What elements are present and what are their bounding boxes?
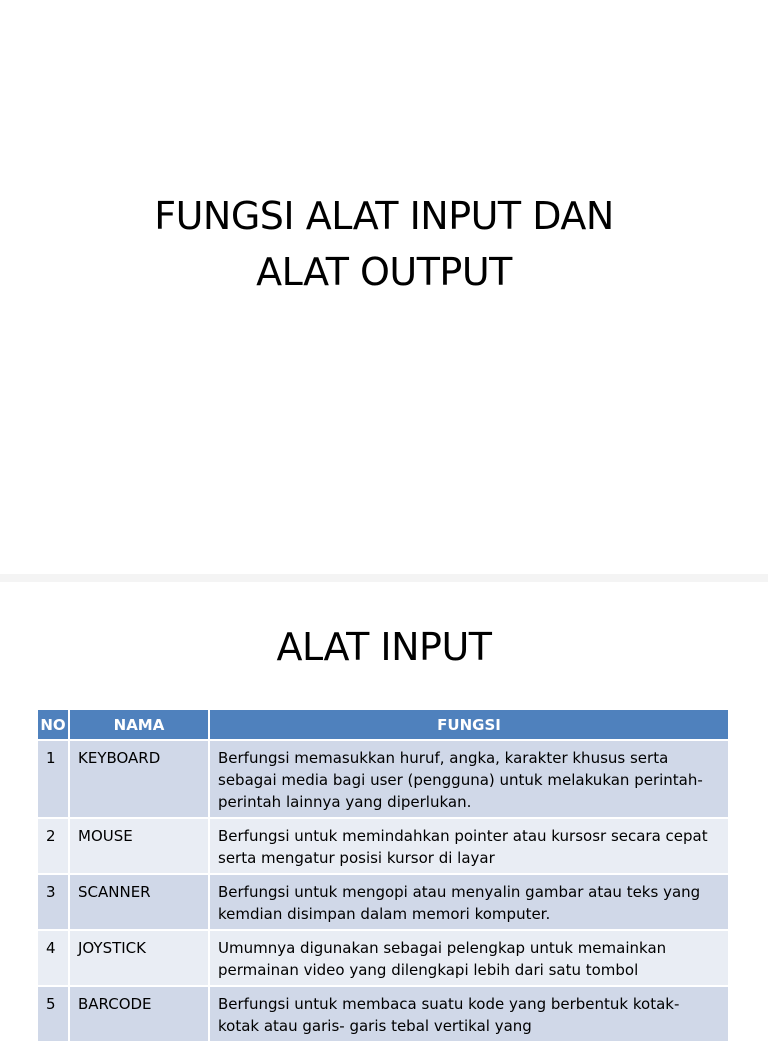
header-fungsi: FUNGSI (210, 710, 728, 739)
cell-no: 4 (38, 929, 70, 985)
cell-fungsi: Berfungsi memasukkan huruf, angka, karakter khusus serta sebagai media bagi user (pengguna) untuk melakukan perintah-perintah lainnya yang diperlukan. (210, 739, 728, 817)
cell-fungsi: Berfungsi untuk membaca suatu kode yang berbentuk kotak-kotak atau garis- garis tebal vertikal yang (210, 985, 728, 1041)
header-nama: NAMA (70, 710, 210, 739)
cell-no: 1 (38, 739, 70, 817)
slide-1-title-line-2: ALAT OUTPUT (256, 250, 512, 294)
cell-nama: MOUSE (70, 817, 210, 873)
slide-2 (0, 582, 768, 1035)
cell-nama: SCANNER (70, 873, 210, 929)
table-row (38, 985, 728, 1041)
cell-no: 5 (38, 985, 70, 1041)
input-devices-table (38, 710, 728, 1041)
slide-separator (0, 574, 768, 582)
cell-fungsi: Umumnya digunakan sebagai pelengkap untuk memainkan permainan video yang dilengkapi lebih dari satu tombol (210, 929, 728, 985)
slide-2-title: ALAT INPUT (276, 625, 492, 669)
table-row (38, 739, 728, 817)
cell-no: 3 (38, 873, 70, 929)
table-row (38, 817, 728, 873)
cell-nama: JOYSTICK (70, 929, 210, 985)
header-no: NO (38, 710, 70, 739)
cell-nama: KEYBOARD (70, 739, 210, 817)
slide-1-title-line-1: FUNGSI ALAT INPUT DAN (154, 194, 614, 238)
cell-fungsi: Berfungsi untuk memindahkan pointer atau kursosr secara cepat serta mengatur posisi kursor di layar (210, 817, 728, 873)
cell-nama: BARCODE (70, 985, 210, 1041)
slide-1-title (0, 188, 768, 300)
table-row (38, 929, 728, 985)
cell-no: 2 (38, 817, 70, 873)
table-row (38, 873, 728, 929)
table-header-row (38, 710, 728, 739)
cell-fungsi: Berfungsi untuk mengopi atau menyalin gambar atau teks yang kemdian disimpan dalam memori komputer. (210, 873, 728, 929)
